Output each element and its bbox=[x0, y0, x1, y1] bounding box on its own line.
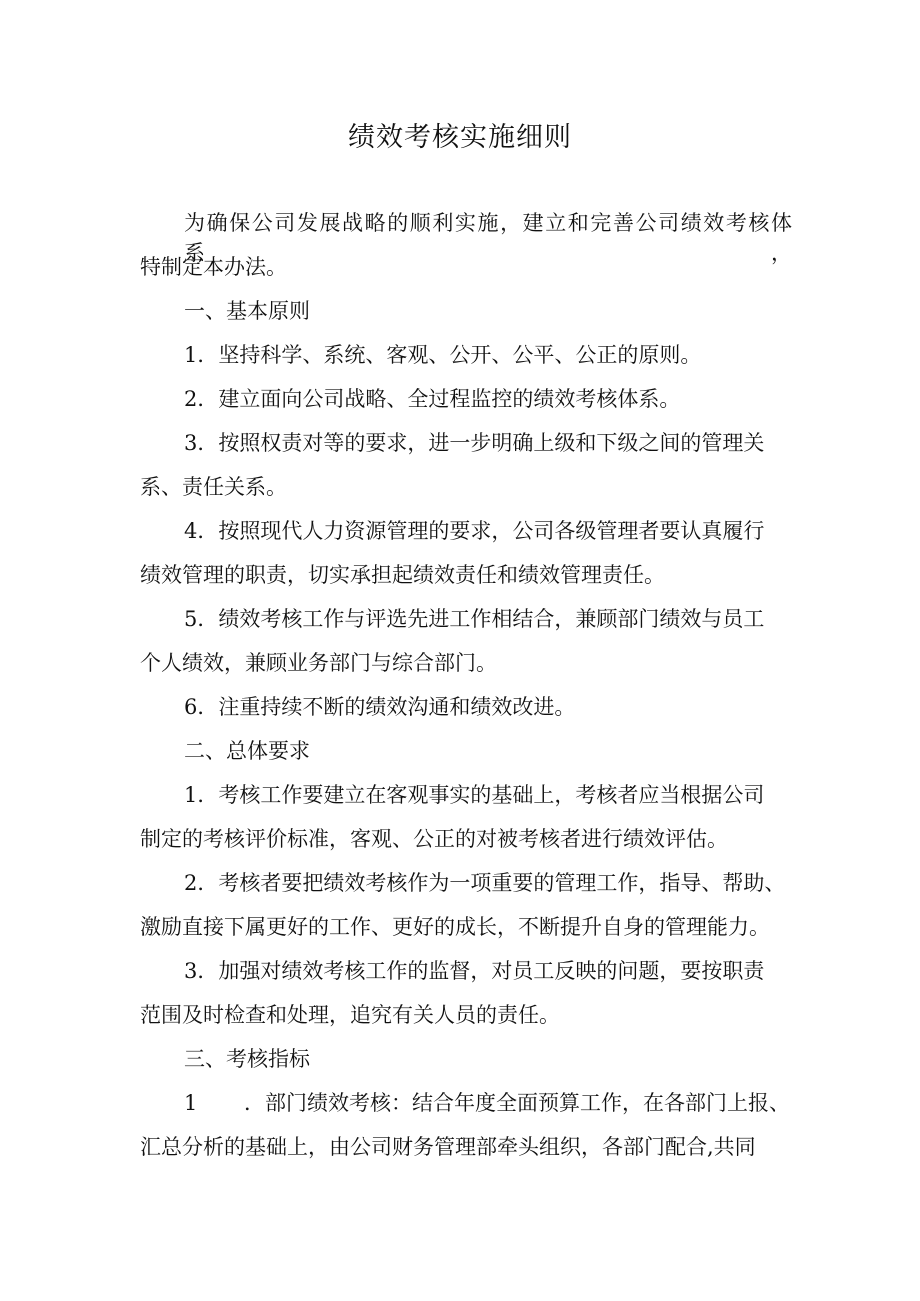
item-number: 2 bbox=[184, 387, 198, 411]
item-number: 1 bbox=[184, 343, 198, 367]
list-item bbox=[184, 1088, 790, 1118]
intro-line-2: 特制定本办法。 bbox=[140, 255, 287, 279]
item-text: ．按照现代人力资源管理的要求，公司各级管理者要认真履行 bbox=[197, 519, 765, 543]
list-item-continuation: 汇总分析的基础上，由公司财务管理部牵头组织，各部门配合,共同 bbox=[140, 1135, 756, 1159]
list-item bbox=[184, 956, 764, 986]
section-heading-1: 一、基本原则 bbox=[184, 299, 310, 323]
item-text: ．考核者要把绩效考核作为一项重要的管理工作，指导、帮助、 bbox=[197, 871, 786, 895]
item-text: ．按照权责对等的要求，进一步明确上级和下级之间的管理关 bbox=[197, 431, 765, 455]
section-heading-3: 三、考核指标 bbox=[184, 1047, 310, 1071]
item-text: ．考核工作要建立在客观事实的基础上，考核者应当根据公司 bbox=[197, 783, 765, 807]
list-item bbox=[184, 868, 785, 898]
item-text: ．注重持续不断的绩效沟通和绩效改进。 bbox=[197, 695, 576, 719]
list-item bbox=[184, 384, 680, 414]
section-heading-2: 二、总体要求 bbox=[184, 739, 310, 763]
list-item-continuation: 个人绩效，兼顾业务部门与综合部门。 bbox=[140, 651, 497, 675]
list-item-continuation: 绩效管理的职责，切实承担起绩效责任和绩效管理责任。 bbox=[140, 563, 665, 587]
item-number: 3 bbox=[184, 431, 198, 455]
item-number: 4 bbox=[184, 519, 198, 543]
item-text: ．建立面向公司战略、全过程监控的绩效考核体系。 bbox=[197, 387, 681, 411]
list-item bbox=[184, 780, 764, 810]
document-title: 绩效考核实施细则 bbox=[348, 122, 572, 153]
list-item bbox=[184, 516, 764, 546]
list-item bbox=[184, 692, 575, 722]
item-number: 1 bbox=[184, 783, 198, 807]
intro-line-1: 为确保公司发展战略的顺利实施，建立和完善公司绩效考核体系， bbox=[184, 211, 792, 265]
list-item-continuation: 制定的考核评价标准，客观、公正的对被考核者进行绩效评估。 bbox=[140, 827, 728, 851]
item-number: 6 bbox=[184, 695, 198, 719]
list-item-continuation: 范围及时检查和处理，追究有关人员的责任。 bbox=[140, 1003, 560, 1027]
list-item bbox=[184, 604, 764, 634]
item-text: ．坚持科学、系统、客观、公开、公平、公正的原则。 bbox=[197, 343, 702, 367]
item-text: ．加强对绩效考核工作的监督，对员工反映的问题，要按职责 bbox=[197, 959, 765, 983]
item-number: 3 bbox=[184, 959, 198, 983]
item-number: 1 bbox=[184, 1091, 198, 1115]
item-text: ．绩效考核工作与评选先进工作相结合，兼顾部门绩效与员工 bbox=[197, 607, 765, 631]
list-item bbox=[184, 340, 701, 370]
item-number: 2 bbox=[184, 871, 198, 895]
list-item bbox=[184, 428, 764, 458]
item-text: ．部门绩效考核：结合年度全面预算工作，在各部门上报、 bbox=[244, 1091, 790, 1115]
list-item-continuation: 系、责任关系。 bbox=[140, 475, 287, 499]
list-item-continuation: 激励直接下属更好的工作、更好的成长，不断提升自身的管理能力。 bbox=[140, 915, 770, 939]
item-number: 5 bbox=[184, 607, 198, 631]
